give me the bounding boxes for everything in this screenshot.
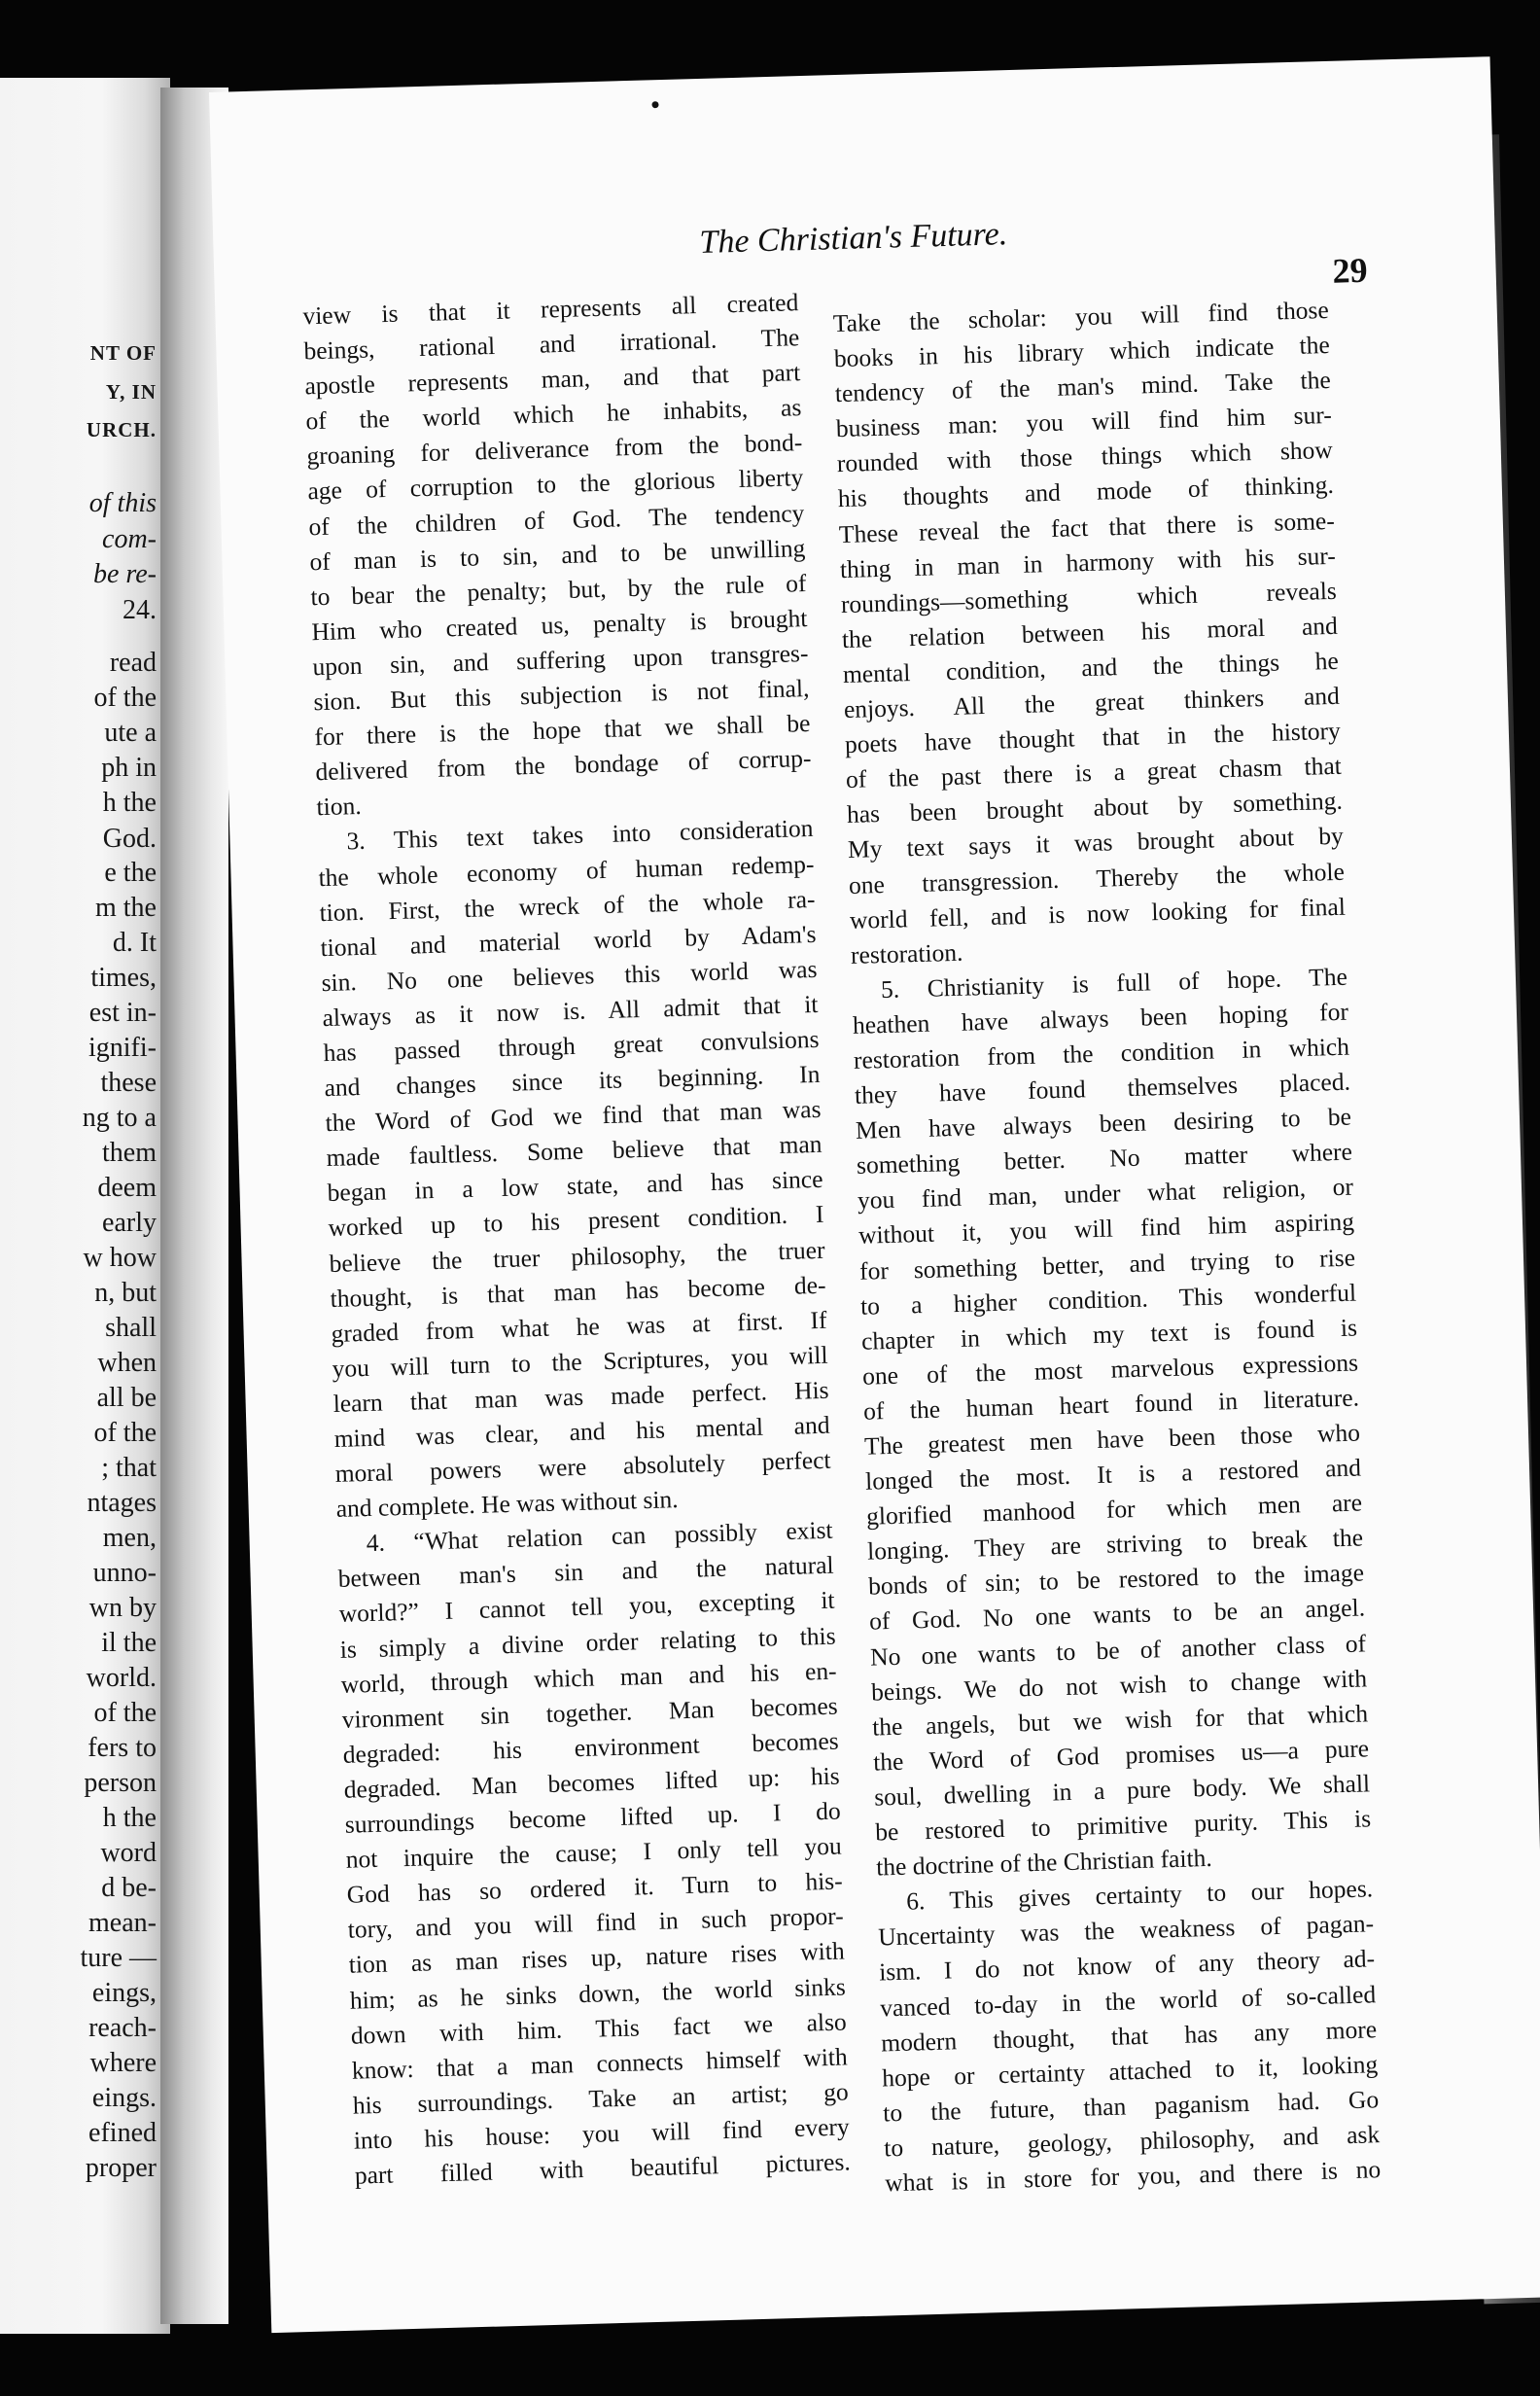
facing-page-line: be re- xyxy=(92,559,157,589)
text-line: something better. No matter where xyxy=(856,1137,1353,1180)
text-line: you find man, under what religion, or xyxy=(857,1172,1354,1216)
facing-page-line: world. xyxy=(86,1663,157,1693)
text-line: not inquire the cause; I only tell you xyxy=(345,1831,843,1874)
text-line: what is in store for you, and there is no xyxy=(884,2155,1382,2198)
facing-page-line: eings, xyxy=(91,1978,157,2008)
text-line: made faultless. Some believe that man xyxy=(326,1130,822,1173)
text-line: him; as he sinks down, the world sinks xyxy=(349,1971,847,2015)
text-line: roundings—something which reveals xyxy=(840,576,1338,618)
facing-page-line: ; that xyxy=(101,1453,157,1483)
text-line: to bear the penalty; but, by the rule of xyxy=(310,568,807,612)
facing-page-line: ignifi- xyxy=(88,1033,157,1063)
text-line: the relation between his moral and xyxy=(841,611,1339,653)
text-line: Men have always been desiring to be xyxy=(855,1102,1352,1145)
running-head: The Christian's Future. xyxy=(698,216,1008,261)
text-line: age of corruption to the glorious liberty xyxy=(307,463,804,506)
text-line: hope or certainty attached to it, looking xyxy=(881,2049,1379,2093)
text-line: down with him. This fact we also xyxy=(350,2007,848,2050)
text-line: sin. No one believes this world was xyxy=(321,954,818,997)
text-line: groaning for deliverance from the bond- xyxy=(306,428,803,471)
facing-page-line: est in- xyxy=(88,998,157,1028)
text-line: tendency of the man's mind. Take the xyxy=(834,366,1332,408)
text-line: the Word of God promises us—a pure xyxy=(872,1734,1370,1777)
text-line: part filled with beautiful pictures. xyxy=(354,2147,852,2190)
facing-page-line: where xyxy=(89,2048,157,2078)
text-line: beings, rational and irrational. The xyxy=(303,323,800,366)
facing-page-line: shall xyxy=(105,1313,157,1343)
text-line: These reveal the fact that there is some- xyxy=(838,506,1336,548)
text-line: degraded: his environment becomes xyxy=(342,1726,839,1769)
facing-page-line: eings. xyxy=(91,2083,157,2113)
facing-page-line: read xyxy=(109,648,157,678)
text-line: worked up to his present condition. I xyxy=(328,1200,824,1243)
text-line: apostle represents man, and that part xyxy=(304,358,801,401)
facing-page-line: early xyxy=(102,1208,157,1238)
text-line: to nature, geology, philosophy, and ask xyxy=(883,2120,1381,2163)
text-line: 3. This text takes into consideration xyxy=(346,814,814,856)
text-line: upon sin, and suffering upon transgres- xyxy=(312,638,809,682)
text-line: has passed through great convulsions xyxy=(323,1024,820,1068)
facing-page-line: il the xyxy=(101,1628,157,1658)
text-line: between man's sin and the natural xyxy=(337,1551,834,1594)
text-column-2 xyxy=(832,293,1381,2202)
text-line: his surroundings. Take an artist; go xyxy=(352,2077,850,2120)
text-line: of God. No one wants to be an angel. xyxy=(868,1593,1366,1637)
facing-page-line: proper xyxy=(85,2153,157,2183)
text-line: be restored to primitive purity. This is xyxy=(874,1804,1372,1847)
text-line: into his house: you will find every xyxy=(353,2112,851,2155)
text-line: began in a low state, and has since xyxy=(327,1165,823,1208)
facing-page-line: efined xyxy=(88,2118,157,2148)
text-line: world?” I cannot tell you, excepting it xyxy=(338,1586,835,1629)
text-line: sion. But this subjection is not final, xyxy=(313,674,810,717)
text-line: and changes since its beginning. In xyxy=(324,1059,821,1103)
text-line: of the human heart found in literature. xyxy=(862,1383,1360,1426)
text-line: 6. This gives certainty to our hopes. xyxy=(905,1874,1374,1916)
facing-page-line: fers to xyxy=(88,1733,157,1763)
text-line: the Word of God we find that man was xyxy=(325,1094,822,1138)
text-line: 4. “What relation can possibly exist xyxy=(366,1515,833,1558)
facing-page-line: ntages xyxy=(87,1488,157,1518)
text-line: the doctrine of the Christian faith. xyxy=(875,1844,1213,1882)
text-line: of the children of God. The tendency xyxy=(308,498,805,541)
facing-page-line: men, xyxy=(102,1523,157,1553)
text-line: world, through which man and his en- xyxy=(340,1656,837,1699)
text-line: thought, is that man has become de- xyxy=(330,1270,826,1313)
text-line: Uncertainty was the weakness of pagan- xyxy=(877,1909,1375,1952)
facing-page-line: m the xyxy=(95,893,157,923)
page-number: 29 xyxy=(1332,250,1369,291)
text-line: thing in man in harmony with his sur- xyxy=(839,541,1337,583)
facing-page-line: w how xyxy=(83,1243,157,1273)
text-line: the angels, but we wish for that which xyxy=(871,1699,1369,1742)
facing-page-line: com- xyxy=(102,524,157,554)
facing-page-line: reach- xyxy=(88,2013,157,2043)
facing-page-line: of the xyxy=(93,683,157,713)
facing-page-line: ph in xyxy=(101,753,157,783)
text-line: is simply a divine order relating to this xyxy=(339,1621,836,1664)
text-line: of the world which he inhabits, as xyxy=(305,393,802,436)
facing-page-line: URCH. xyxy=(86,418,157,441)
text-line: without it, you will find him aspiring xyxy=(858,1208,1355,1251)
facing-page-line: all be xyxy=(96,1383,157,1413)
text-line: tion as man rises up, nature rises with xyxy=(348,1936,846,1980)
text-line: and complete. He was without sin. xyxy=(335,1485,679,1524)
text-line: of the past there is a great chasm that xyxy=(845,751,1343,794)
text-line: learn that man was made perfect. His xyxy=(332,1375,829,1418)
text-line: one transgression. Thereby the whole xyxy=(848,857,1346,899)
facing-page-line: of this xyxy=(88,488,157,518)
facing-page-line: wn by xyxy=(88,1593,157,1623)
text-line: beings. We do not wish to change with xyxy=(870,1664,1368,1707)
text-line: rounded with those things which show xyxy=(836,436,1334,478)
facing-page-line: word xyxy=(100,1838,157,1868)
text-line: one of the most marvelous expressions xyxy=(861,1348,1359,1391)
facing-page-line: d be- xyxy=(101,1873,157,1903)
text-line: 5. Christianity is full of hope. The xyxy=(880,962,1348,1004)
facing-page-line: God. xyxy=(102,824,157,854)
facing-page-line: times, xyxy=(90,963,157,993)
text-line: restoration from the condition in which xyxy=(853,1032,1350,1075)
text-line: surroundings become lifted up. I do xyxy=(344,1796,841,1839)
text-line: to the future, than paganism had. Go xyxy=(882,2084,1380,2128)
text-line: vanced to-day in the world of so-called xyxy=(879,1979,1377,2022)
text-line: restoration. xyxy=(850,937,963,969)
text-line: has been brought about by something. xyxy=(846,787,1344,829)
text-line: chapter in which my text is found is xyxy=(860,1313,1358,1356)
text-line: of man is to sin, and to be unwilling xyxy=(309,533,806,576)
text-line: business man: you will find him sur- xyxy=(835,401,1333,443)
text-line: believe the truer philosophy, the truer xyxy=(329,1235,825,1278)
text-line: heathen have always been hoping for xyxy=(852,997,1349,1039)
text-line: Him who created us, penalty is brought xyxy=(311,603,808,647)
text-line: view is that it represents all created xyxy=(302,288,799,331)
book-page xyxy=(209,56,1540,2333)
facing-page-line: Y, IN xyxy=(105,380,157,404)
speck-mark xyxy=(651,101,658,108)
text-line: modern thought, that has any more xyxy=(880,2014,1378,2058)
facing-page-line: h the xyxy=(102,1803,157,1833)
facing-page-line: h the xyxy=(102,788,157,818)
text-line: know: that a man connects himself with xyxy=(351,2042,849,2085)
text-line: vironment sin together. Man becomes xyxy=(341,1691,838,1734)
facing-page-line: of the xyxy=(93,1698,157,1728)
text-line: his thoughts and mode of thinking. xyxy=(837,471,1335,513)
text-line: the whole economy of human redemp- xyxy=(318,849,815,892)
facing-page-line: person xyxy=(84,1768,157,1798)
text-line: graded from what he was at first. If xyxy=(331,1305,827,1348)
facing-page-line: n, but xyxy=(94,1278,157,1308)
facing-page-line: when xyxy=(97,1348,157,1378)
facing-page-line: unno- xyxy=(92,1558,157,1588)
text-line: mind was clear, and his mental and xyxy=(333,1410,830,1453)
facing-page-line: 24. xyxy=(122,595,157,625)
text-line: moral powers were absolutely perfect xyxy=(334,1445,831,1489)
text-line: Take the scholar: you will find those xyxy=(832,295,1330,338)
facing-page-line: deem xyxy=(97,1173,157,1203)
text-line: to a higher condition. This wonderful xyxy=(859,1278,1357,1321)
text-line: God has so ordered it. Turn to his- xyxy=(346,1866,844,1909)
facing-page-line: of the xyxy=(93,1418,157,1448)
text-line: they have found themselves placed. xyxy=(854,1067,1351,1110)
text-line: enjoys. All the great thinkers and xyxy=(843,681,1341,724)
text-line: My text says it was brought about by xyxy=(847,822,1345,864)
text-line: longed the most. It is a restored and xyxy=(864,1453,1362,1496)
facing-page-line: ute a xyxy=(104,718,157,748)
text-line: for something better, and trying to rise xyxy=(858,1243,1356,1286)
text-line: world fell, and is now looking for final xyxy=(849,892,1347,934)
text-line: ism. I do not know of any theory ad- xyxy=(878,1944,1376,1987)
text-column-1 xyxy=(302,285,851,2194)
facing-page xyxy=(0,78,170,2334)
text-line: poets have thought that in the history xyxy=(844,716,1342,759)
facing-page-line: ng to a xyxy=(82,1103,157,1133)
facing-page-line: these xyxy=(100,1068,157,1098)
text-line: degraded. Man becomes lifted up: his xyxy=(343,1761,840,1804)
text-line: always as it now is. All admit that it xyxy=(322,989,819,1032)
facing-page-line: e the xyxy=(104,858,157,888)
text-line: bonds of sin; to be restored to the image xyxy=(867,1558,1365,1602)
text-line: soul, dwelling in a pure body. We shall xyxy=(873,1769,1371,1812)
facing-page-line: ture — xyxy=(80,1943,157,1973)
text-line: longing. They are striving to break the xyxy=(866,1523,1364,1566)
text-line: mental condition, and the things he xyxy=(842,646,1340,688)
text-line: tory, and you will find in such propor- xyxy=(347,1901,845,1945)
text-line: glorified manhood for which men are xyxy=(865,1488,1363,1531)
text-line: No one wants to be of another class of xyxy=(869,1628,1367,1672)
facing-page-line: d. It xyxy=(112,928,157,958)
text-line: The greatest men have been those who xyxy=(863,1418,1361,1461)
text-line: tional and material world by Adam's xyxy=(320,919,817,962)
text-line: for there is the hope that we shall be xyxy=(314,709,811,752)
text-line: tion. First, the wreck of the whole ra- xyxy=(319,884,816,927)
facing-page-line: NT OF xyxy=(89,341,157,365)
facing-page-line: mean- xyxy=(88,1908,157,1938)
text-line: you will turn to the Scriptures, you will xyxy=(332,1340,828,1383)
text-line: tion. xyxy=(316,792,362,822)
text-line: delivered from the bondage of corrup- xyxy=(315,744,812,787)
text-line: books in his library which indicate the xyxy=(833,331,1331,373)
facing-page-line: them xyxy=(102,1138,157,1168)
